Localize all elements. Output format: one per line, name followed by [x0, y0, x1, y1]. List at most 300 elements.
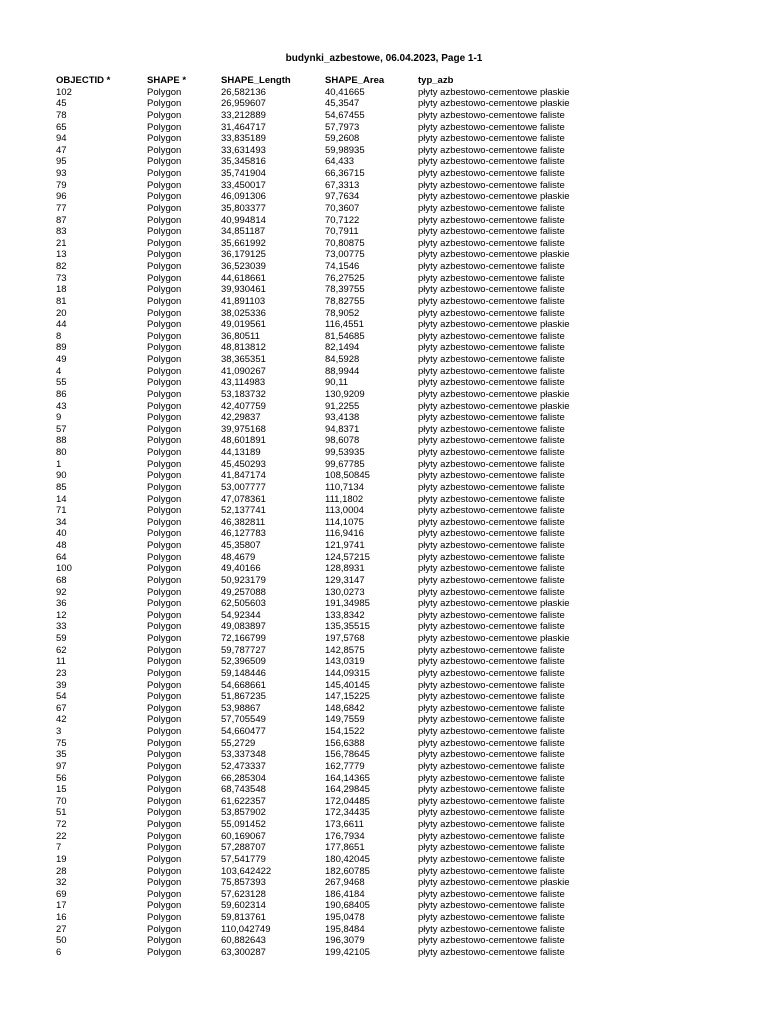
cell-shape-length: 59,787727	[221, 644, 266, 656]
cell-shape: Polygon	[147, 644, 182, 656]
table-row	[56, 261, 598, 273]
cell-shape: Polygon	[147, 784, 182, 796]
table-row	[56, 807, 598, 819]
cell-typ-azb: płyty azbestowo-cementowe faliste	[418, 156, 565, 168]
cell-shape: Polygon	[147, 202, 182, 214]
cell-shape-area: 124,57215	[325, 551, 370, 563]
cell-objectid: 89	[56, 342, 67, 354]
cell-typ-azb: płyty azbestowo-cementowe faliste	[418, 563, 565, 575]
cell-shape-length: 43,114983	[221, 377, 266, 389]
cell-shape-area: 191,34985	[325, 598, 370, 610]
table-row	[56, 354, 598, 366]
cell-shape-area: 98,6078	[325, 435, 360, 447]
cell-objectid: 27	[56, 923, 67, 935]
table-row	[56, 389, 598, 401]
cell-shape-length: 35,803377	[221, 202, 266, 214]
table-row	[56, 842, 598, 854]
table-row	[56, 98, 598, 110]
cell-shape-length: 45,450293	[221, 458, 266, 470]
cell-typ-azb: płyty azbestowo-cementowe faliste	[418, 702, 565, 714]
table-row	[56, 308, 598, 320]
cell-typ-azb: płyty azbestowo-cementowe płaskie	[418, 319, 570, 331]
cell-shape: Polygon	[147, 679, 182, 691]
cell-shape: Polygon	[147, 109, 182, 121]
cell-objectid: 49	[56, 354, 67, 365]
cell-shape: Polygon	[147, 819, 182, 830]
cell-shape-area: 76,27525	[325, 272, 365, 284]
table-row	[56, 552, 598, 564]
table-row	[56, 656, 598, 668]
cell-typ-azb: płyty azbestowo-cementowe faliste	[418, 540, 565, 551]
cell-shape-length: 49,083897	[221, 621, 266, 633]
cell-typ-azb: płyty azbestowo-cementowe faliste	[418, 609, 565, 621]
cell-shape-area: 149,7559	[325, 714, 365, 726]
table-row	[56, 377, 598, 389]
cell-shape-length: 68,743548	[221, 784, 266, 796]
cell-shape: Polygon	[147, 388, 182, 400]
cell-typ-azb: płyty azbestowo-cementowe faliste	[418, 528, 565, 540]
table-row	[56, 494, 598, 506]
table-row	[56, 610, 598, 622]
cell-shape: Polygon	[147, 412, 182, 424]
cell-typ-azb: płyty azbestowo-cementowe faliste	[418, 819, 565, 830]
cell-shape: Polygon	[147, 633, 182, 644]
cell-shape: Polygon	[147, 354, 182, 365]
table-row	[56, 703, 598, 715]
cell-typ-azb: płyty azbestowo-cementowe płaskie	[418, 633, 570, 644]
cell-objectid: 13	[56, 249, 67, 261]
cell-shape-length: 57,705549	[221, 714, 266, 726]
table-row	[56, 633, 598, 645]
cell-shape-area: 114,1075	[325, 516, 364, 528]
cell-shape-area: 196,3079	[325, 935, 365, 947]
cell-shape-area: 45,3547	[325, 98, 360, 110]
cell-typ-azb: płyty azbestowo-cementowe płaskie	[418, 191, 570, 203]
cell-objectid: 3	[56, 726, 62, 737]
cell-objectid: 20	[56, 307, 67, 319]
cell-typ-azb: płyty azbestowo-cementowe faliste	[418, 830, 565, 842]
cell-objectid: 90	[56, 470, 67, 482]
cell-objectid: 8	[56, 330, 62, 342]
cell-shape: Polygon	[147, 470, 182, 482]
cell-shape-length: 54,660477	[221, 726, 266, 737]
cell-shape-area: 110,7134	[325, 481, 364, 493]
cell-objectid: 96	[56, 191, 67, 203]
cell-shape-area: 66,36715	[325, 168, 365, 179]
cell-objectid: 73	[56, 272, 67, 284]
cell-shape-area: 81,54685	[325, 330, 365, 342]
cell-shape: Polygon	[147, 516, 182, 528]
cell-shape-length: 35,741904	[221, 168, 266, 179]
cell-typ-azb: płyty azbestowo-cementowe faliste	[418, 481, 565, 493]
cell-shape-length: 41,090267	[221, 365, 266, 377]
cell-typ-azb: płyty azbestowo-cementowe faliste	[418, 551, 565, 563]
cell-objectid: 82	[56, 261, 67, 272]
column-header-objectid: OBJECTID *	[56, 75, 111, 86]
cell-shape: Polygon	[147, 726, 182, 737]
cell-typ-azb: płyty azbestowo-cementowe faliste	[418, 691, 565, 703]
cell-shape: Polygon	[147, 540, 182, 551]
cell-shape: Polygon	[147, 830, 182, 842]
cell-shape-length: 52,396509	[221, 656, 266, 668]
cell-objectid: 93	[56, 168, 67, 179]
cell-objectid: 69	[56, 888, 67, 900]
table-row	[56, 900, 598, 912]
cell-typ-azb: płyty azbestowo-cementowe faliste	[418, 493, 565, 505]
cell-shape-length: 44,13189	[221, 447, 261, 458]
cell-shape-area: 156,6388	[325, 737, 365, 749]
cell-typ-azb: płyty azbestowo-cementowe faliste	[418, 237, 565, 249]
cell-shape: Polygon	[147, 621, 182, 633]
cell-shape: Polygon	[147, 307, 182, 319]
cell-typ-azb: płyty azbestowo-cementowe płaskie	[418, 877, 570, 889]
table-row	[56, 412, 598, 424]
cell-objectid: 102	[56, 86, 72, 98]
cell-objectid: 15	[56, 784, 67, 796]
cell-shape-area: 57,7973	[325, 121, 360, 133]
cell-shape: Polygon	[147, 98, 182, 110]
cell-objectid: 70	[56, 795, 67, 807]
cell-typ-azb: płyty azbestowo-cementowe faliste	[418, 749, 565, 761]
cell-shape-area: 70,3607	[325, 202, 360, 214]
cell-objectid: 68	[56, 574, 67, 586]
cell-shape-length: 60,169067	[221, 830, 266, 842]
table-row	[56, 505, 598, 517]
cell-objectid: 77	[56, 202, 67, 214]
table-row	[56, 738, 598, 750]
cell-typ-azb: płyty azbestowo-cementowe faliste	[418, 853, 565, 865]
table-row	[56, 424, 598, 436]
cell-shape: Polygon	[147, 609, 182, 621]
cell-shape-area: 99,67785	[325, 458, 365, 470]
cell-objectid: 62	[56, 644, 67, 656]
cell-shape-length: 46,382811	[221, 516, 266, 528]
cell-objectid: 33	[56, 621, 67, 633]
cell-objectid: 100	[56, 563, 72, 575]
cell-shape-area: 74,1546	[325, 261, 360, 272]
table-row	[56, 366, 598, 378]
cell-shape-length: 53,183732	[221, 388, 266, 400]
cell-shape-length: 54,92344	[221, 609, 261, 621]
cell-shape-area: 164,29845	[325, 784, 370, 796]
cell-typ-azb: płyty azbestowo-cementowe faliste	[418, 284, 565, 296]
cell-objectid: 65	[56, 121, 67, 133]
cell-shape-area: 154,1522	[325, 726, 365, 737]
cell-shape-area: 78,82755	[325, 295, 365, 307]
table-row	[56, 273, 598, 285]
table-row	[56, 540, 598, 552]
table-row	[56, 587, 598, 599]
cell-shape: Polygon	[147, 330, 182, 342]
cell-shape-length: 44,618661	[221, 272, 266, 284]
table-row	[56, 470, 598, 482]
table-row	[56, 238, 598, 250]
table-row	[56, 912, 598, 924]
cell-shape-area: 91,2255	[325, 400, 360, 412]
cell-shape: Polygon	[147, 179, 182, 191]
cell-shape-length: 59,148446	[221, 667, 266, 679]
cell-shape-area: 164,14365	[325, 772, 370, 784]
cell-shape-length: 46,091306	[221, 191, 266, 203]
cell-objectid: 48	[56, 540, 67, 551]
cell-objectid: 88	[56, 435, 67, 447]
cell-shape-area: 135,35515	[325, 621, 370, 633]
cell-typ-azb: płyty azbestowo-cementowe faliste	[418, 272, 565, 284]
cell-shape-area: 78,9052	[325, 307, 360, 319]
cell-shape-length: 42,407759	[221, 400, 266, 412]
cell-shape: Polygon	[147, 923, 182, 935]
cell-objectid: 12	[56, 609, 67, 621]
cell-shape-length: 39,930461	[221, 284, 266, 296]
cell-typ-azb: płyty azbestowo-cementowe płaskie	[418, 400, 570, 412]
cell-objectid: 9	[56, 412, 62, 424]
cell-typ-azb: płyty azbestowo-cementowe faliste	[418, 516, 565, 528]
cell-typ-azb: płyty azbestowo-cementowe płaskie	[418, 98, 570, 110]
cell-shape: Polygon	[147, 284, 182, 296]
cell-shape-area: 143,0319	[325, 656, 365, 668]
cell-shape-length: 46,127783	[221, 528, 266, 540]
cell-shape: Polygon	[147, 760, 182, 772]
cell-objectid: 6	[56, 946, 62, 958]
cell-shape: Polygon	[147, 865, 182, 877]
cell-shape-area: 144,09315	[325, 667, 370, 679]
table-row	[56, 935, 598, 947]
cell-shape-length: 72,166799	[221, 633, 266, 644]
cell-shape-length: 52,137741	[221, 505, 266, 517]
cell-shape-area: 70,80875	[325, 237, 365, 249]
cell-objectid: 85	[56, 481, 67, 493]
cell-objectid: 14	[56, 493, 67, 505]
cell-shape-area: 148,6842	[325, 702, 365, 714]
cell-typ-azb: płyty azbestowo-cementowe faliste	[418, 261, 565, 272]
cell-objectid: 40	[56, 528, 67, 540]
cell-shape-length: 48,4679	[221, 551, 256, 563]
cell-shape-length: 57,541779	[221, 853, 266, 865]
cell-shape-length: 35,345816	[221, 156, 266, 168]
cell-typ-azb: płyty azbestowo-cementowe faliste	[418, 505, 565, 517]
cell-shape-area: 190,68405	[325, 900, 370, 912]
cell-shape-length: 31,464717	[221, 121, 266, 133]
cell-objectid: 71	[56, 505, 67, 517]
cell-shape: Polygon	[147, 86, 182, 98]
cell-objectid: 7	[56, 842, 62, 854]
cell-shape-length: 49,40166	[221, 563, 261, 575]
cell-shape-area: 94,8371	[325, 423, 360, 435]
table-row	[56, 854, 598, 866]
cell-shape-length: 33,212889	[221, 109, 266, 121]
cell-shape-area: 59,98935	[325, 144, 365, 156]
cell-shape-length: 53,857902	[221, 807, 266, 819]
cell-shape-area: 40,41665	[325, 86, 365, 98]
cell-objectid: 78	[56, 109, 67, 121]
cell-shape: Polygon	[147, 563, 182, 575]
table-row	[56, 331, 598, 343]
cell-shape-area: 142,8575	[325, 644, 365, 656]
cell-shape-area: 162,7779	[325, 760, 365, 772]
cell-typ-azb: płyty azbestowo-cementowe faliste	[418, 586, 565, 598]
cell-typ-azb: płyty azbestowo-cementowe faliste	[418, 470, 565, 482]
table-row	[56, 215, 598, 227]
cell-shape: Polygon	[147, 121, 182, 133]
cell-objectid: 47	[56, 144, 67, 156]
cell-shape-length: 48,813812	[221, 342, 266, 354]
cell-typ-azb: płyty azbestowo-cementowe faliste	[418, 900, 565, 912]
cell-shape-length: 49,019561	[221, 319, 266, 331]
cell-shape-length: 59,602314	[221, 900, 266, 912]
cell-shape-length: 51,867235	[221, 691, 266, 703]
cell-objectid: 83	[56, 226, 67, 238]
cell-shape-length: 55,091452	[221, 819, 266, 830]
cell-shape-length: 35,661992	[221, 237, 266, 249]
cell-shape-area: 197,5768	[325, 633, 365, 644]
table-row	[56, 714, 598, 726]
cell-shape-area: 172,34435	[325, 807, 370, 819]
cell-shape-area: 186,4184	[325, 888, 365, 900]
cell-shape: Polygon	[147, 214, 182, 226]
cell-typ-azb: płyty azbestowo-cementowe faliste	[418, 307, 565, 319]
cell-shape-area: 73,00775	[325, 249, 365, 261]
cell-typ-azb: płyty azbestowo-cementowe faliste	[418, 447, 565, 458]
cell-shape: Polygon	[147, 807, 182, 819]
cell-objectid: 75	[56, 737, 67, 749]
cell-shape-length: 54,668661	[221, 679, 266, 691]
cell-typ-azb: płyty azbestowo-cementowe faliste	[418, 772, 565, 784]
cell-objectid: 42	[56, 714, 67, 726]
cell-objectid: 81	[56, 295, 67, 307]
column-header-shape: SHAPE *	[147, 75, 187, 86]
cell-shape: Polygon	[147, 505, 182, 517]
cell-objectid: 97	[56, 760, 67, 772]
cell-objectid: 21	[56, 237, 67, 249]
cell-typ-azb: płyty azbestowo-cementowe płaskie	[418, 249, 570, 261]
table-row	[56, 680, 598, 692]
cell-shape-length: 36,80511	[221, 330, 260, 342]
table-row	[56, 645, 598, 657]
cell-shape: Polygon	[147, 365, 182, 377]
cell-typ-azb: płyty azbestowo-cementowe płaskie	[418, 388, 570, 400]
cell-shape-length: 26,582136	[221, 86, 266, 98]
cell-shape: Polygon	[147, 714, 182, 726]
data-table	[56, 75, 598, 959]
cell-shape-length: 55,2729	[221, 737, 256, 749]
cell-shape-area: 93,4138	[325, 412, 360, 424]
cell-shape-area: 121,9741	[325, 540, 365, 551]
cell-objectid: 11	[56, 656, 66, 668]
cell-shape-area: 182,60785	[325, 865, 370, 877]
cell-objectid: 87	[56, 214, 67, 226]
cell-shape-area: 59,2608	[325, 133, 360, 145]
table-row	[56, 668, 598, 680]
cell-typ-azb: płyty azbestowo-cementowe faliste	[418, 144, 565, 156]
cell-shape: Polygon	[147, 772, 182, 784]
cell-typ-azb: płyty azbestowo-cementowe faliste	[418, 574, 565, 586]
cell-typ-azb: płyty azbestowo-cementowe faliste	[418, 435, 565, 447]
cell-shape: Polygon	[147, 946, 182, 958]
table-row	[56, 110, 598, 122]
cell-objectid: 16	[56, 912, 67, 923]
table-row	[56, 563, 598, 575]
cell-objectid: 1	[56, 458, 62, 470]
cell-shape: Polygon	[147, 458, 182, 470]
cell-shape-length: 59,813761	[221, 912, 266, 923]
cell-typ-azb: płyty azbestowo-cementowe faliste	[418, 714, 565, 726]
cell-objectid: 50	[56, 935, 67, 947]
cell-objectid: 19	[56, 853, 67, 865]
cell-objectid: 79	[56, 179, 67, 191]
cell-objectid: 67	[56, 702, 67, 714]
table-row	[56, 87, 598, 99]
cell-typ-azb: płyty azbestowo-cementowe faliste	[418, 342, 565, 354]
cell-shape: Polygon	[147, 888, 182, 900]
table-row	[56, 866, 598, 878]
cell-shape-length: 41,847174	[221, 470, 266, 482]
cell-shape-area: 156,78645	[325, 749, 370, 761]
cell-shape-length: 39,975168	[221, 423, 266, 435]
cell-objectid: 23	[56, 667, 67, 679]
cell-typ-azb: płyty azbestowo-cementowe faliste	[418, 295, 565, 307]
cell-shape-length: 53,98867	[221, 702, 261, 714]
table-row	[56, 691, 598, 703]
cell-typ-azb: płyty azbestowo-cementowe faliste	[418, 935, 565, 947]
table-row	[56, 249, 598, 261]
cell-objectid: 55	[56, 377, 67, 389]
cell-shape: Polygon	[147, 249, 182, 261]
cell-shape-length: 61,622357	[221, 795, 266, 807]
table-row	[56, 924, 598, 936]
cell-typ-azb: płyty azbestowo-cementowe faliste	[418, 354, 565, 365]
cell-shape-length: 42,29837	[221, 412, 261, 424]
cell-shape: Polygon	[147, 168, 182, 179]
cell-objectid: 34	[56, 516, 67, 528]
table-row	[56, 621, 598, 633]
cell-shape-length: 47,078361	[221, 493, 266, 505]
cell-shape: Polygon	[147, 156, 182, 168]
cell-shape-area: 145,40145	[325, 679, 370, 691]
cell-shape-length: 38,365351	[221, 354, 266, 365]
table-row	[56, 947, 598, 959]
cell-objectid: 17	[56, 900, 67, 912]
cell-typ-azb: płyty azbestowo-cementowe faliste	[418, 412, 565, 424]
cell-objectid: 44	[56, 319, 67, 331]
cell-shape-length: 53,007777	[221, 481, 266, 493]
cell-shape-length: 53,337348	[221, 749, 266, 761]
table-row	[56, 889, 598, 901]
cell-shape-length: 41,891103	[221, 295, 266, 307]
table-row	[56, 726, 598, 738]
cell-shape-area: 128,8931	[325, 563, 365, 575]
cell-typ-azb: płyty azbestowo-cementowe faliste	[418, 912, 565, 923]
cell-typ-azb: płyty azbestowo-cementowe faliste	[418, 644, 565, 656]
cell-shape-length: 103,642422	[221, 865, 272, 877]
table-row	[56, 203, 598, 215]
cell-shape-length: 63,300287	[221, 946, 266, 958]
cell-shape-area: 130,0273	[325, 586, 365, 598]
table-row	[56, 528, 598, 540]
cell-shape-area: 111,1802	[325, 493, 364, 505]
table-row	[56, 575, 598, 587]
cell-shape: Polygon	[147, 691, 182, 703]
cell-shape-area: 70,7122	[325, 214, 360, 226]
table-row	[56, 749, 598, 761]
cell-shape: Polygon	[147, 586, 182, 598]
cell-shape-area: 129,3147	[325, 574, 365, 586]
cell-typ-azb: płyty azbestowo-cementowe faliste	[418, 214, 565, 226]
cell-shape-area: 172,04485	[325, 795, 370, 807]
cell-objectid: 36	[56, 598, 67, 610]
cell-shape-area: 180,42045	[325, 853, 370, 865]
cell-shape-area: 130,9209	[325, 388, 365, 400]
table-row	[56, 342, 598, 354]
